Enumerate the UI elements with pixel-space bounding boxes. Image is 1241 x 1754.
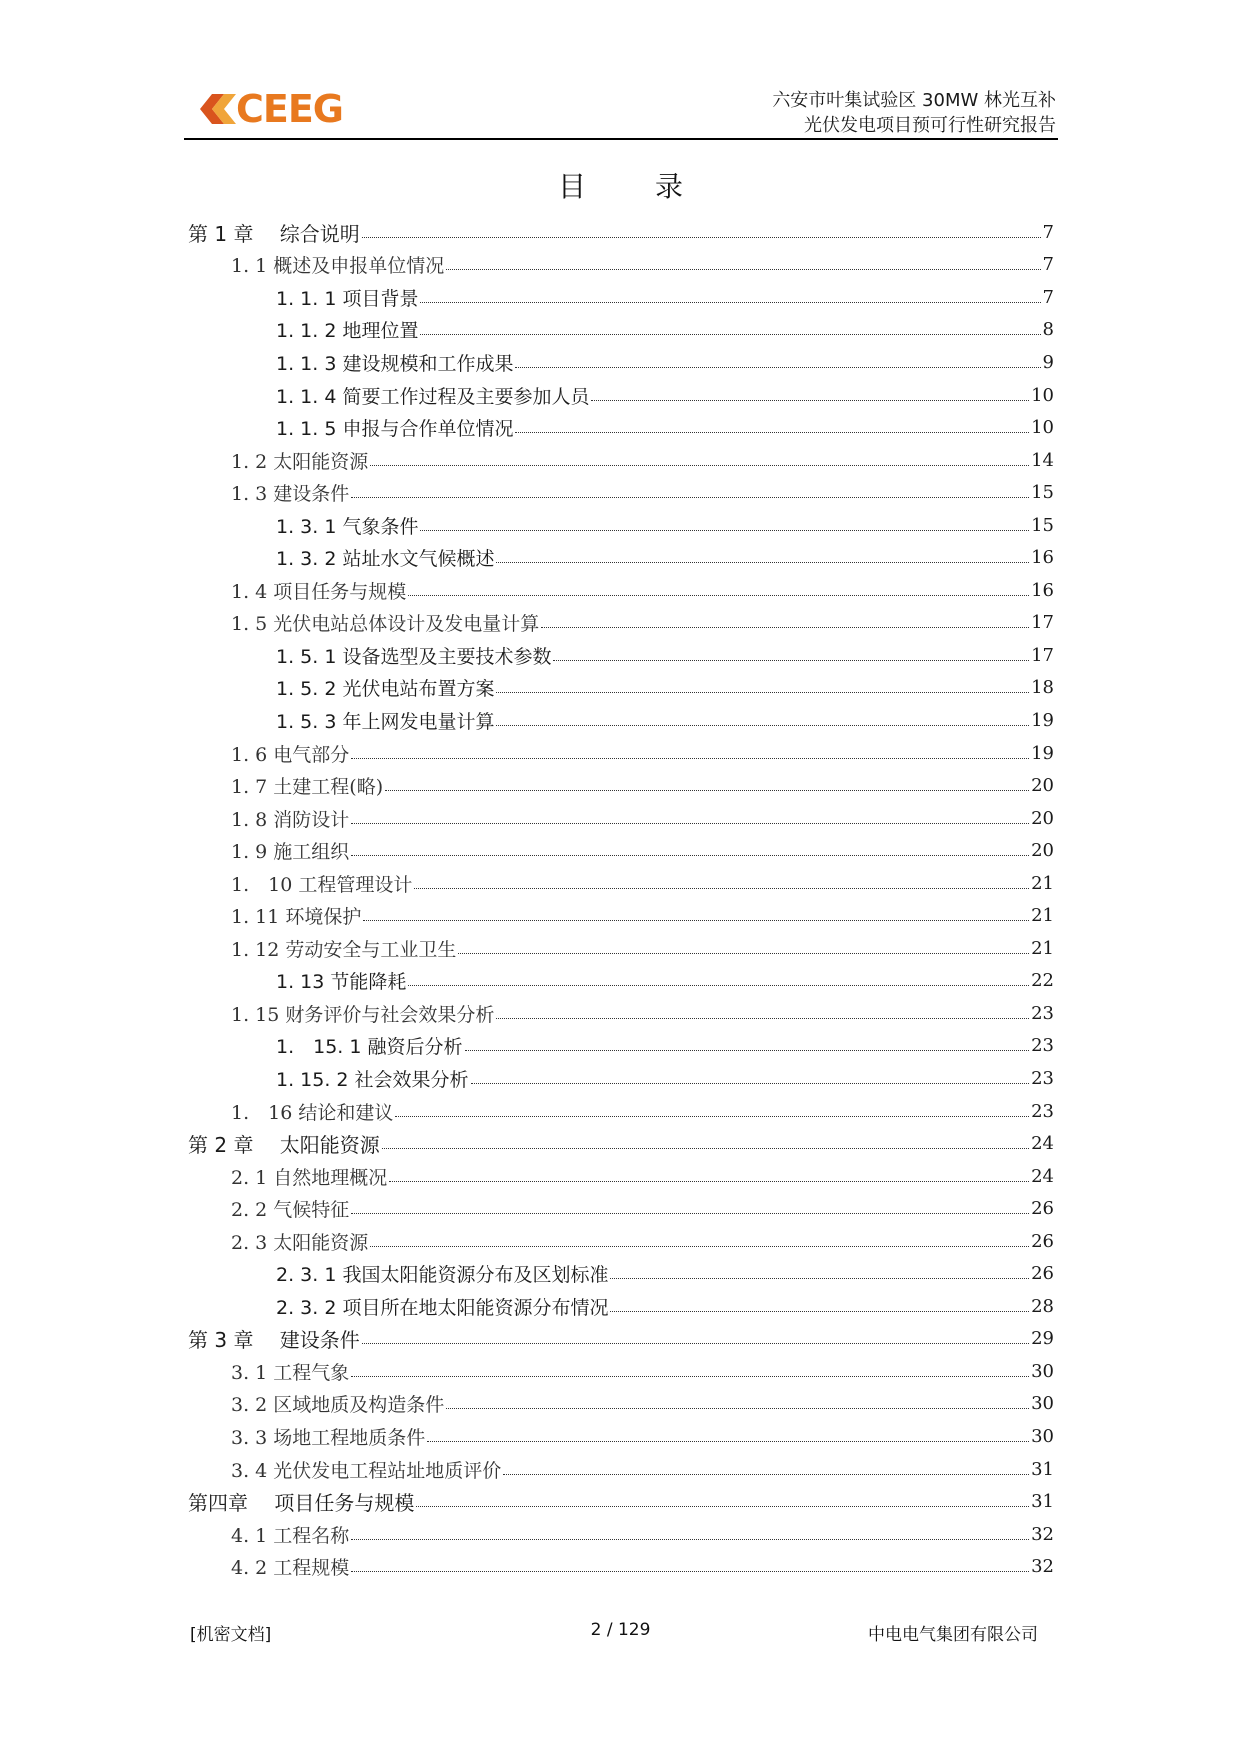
toc-entry[interactable] [188, 411, 1054, 444]
toc-entry[interactable] [188, 1388, 1054, 1421]
logo-text: CEEG [236, 87, 343, 131]
toc-entry-label: 4. 2 工程规模 [231, 1557, 350, 1580]
toc-leader-dots [515, 367, 1040, 368]
toc-leader-dots [351, 1539, 1029, 1540]
toc-leader-dots [351, 855, 1029, 856]
toc-entry-page: 7 [1042, 254, 1054, 276]
toc-entry-page: 21 [1031, 905, 1054, 927]
toc-entry-page: 23 [1031, 1035, 1054, 1057]
toc-entry-page: 32 [1031, 1556, 1054, 1578]
toc-entry-page: 24 [1031, 1133, 1054, 1155]
toc-entry[interactable] [188, 1550, 1054, 1583]
toc-leader-dots [420, 530, 1029, 531]
toc-leader-dots [541, 627, 1029, 628]
toc-entry-page: 26 [1031, 1230, 1054, 1252]
toc-entry-label: 1. 4 项目任务与规模 [231, 580, 407, 603]
toc-entry-page: 26 [1031, 1198, 1054, 1220]
toc-leader-dots [420, 302, 1040, 303]
toc-entry[interactable] [188, 1225, 1054, 1258]
toc-entry-label: 2. 3. 1 我国太阳能资源分布及区划标准 [276, 1264, 609, 1287]
toc-entry-label: 第 3 章 建设条件 [188, 1328, 360, 1353]
toc-entry[interactable] [188, 444, 1054, 477]
toc-leader-dots [385, 790, 1029, 791]
toc-entry-page: 10 [1031, 384, 1054, 406]
toc-leader-dots [351, 758, 1029, 759]
toc-leader-dots [370, 1246, 1029, 1247]
toc-entry-page: 17 [1031, 612, 1054, 634]
toc-entry[interactable] [188, 607, 1054, 640]
toc-entry-label: 1. 15 财务评价与社会效果分析 [231, 1003, 495, 1026]
toc-entry-label: 4. 1 工程名称 [231, 1524, 350, 1547]
toc-leader-dots [351, 1571, 1029, 1572]
toc-entry[interactable] [188, 639, 1054, 672]
toc-entry-page: 16 [1031, 547, 1054, 569]
report-title-line-1: 六安市叶集试验区 30MW 林光互补 [772, 90, 1056, 111]
toc-entry[interactable] [188, 476, 1054, 509]
toc-entry-label: 1. 8 消防设计 [231, 808, 350, 831]
toc-entry-label: 1. 3. 2 站址水文气候概述 [276, 548, 495, 571]
toc-entry-page: 8 [1042, 319, 1054, 341]
toc-leader-dots [591, 400, 1029, 401]
toc-leader-dots [496, 692, 1029, 693]
footer-classification: [机密文档] [190, 1625, 272, 1645]
toc-entry-page: 7 [1042, 221, 1054, 243]
toc-leader-dots [351, 1213, 1029, 1214]
toc-entry[interactable] [188, 1518, 1054, 1551]
toc-entry[interactable] [188, 346, 1054, 379]
toc-entry-label: 1. 1. 4 简要工作过程及主要参加人员 [276, 385, 590, 408]
toc-entry-label: 1. 1. 5 申报与合作单位情况 [276, 418, 514, 441]
footer-company: 中电电气集团有限公司 [868, 1625, 1038, 1645]
header-divider [184, 138, 1058, 140]
toc-entry[interactable] [188, 704, 1054, 737]
toc-leader-dots [395, 1116, 1029, 1117]
toc-entry-label: 1. 1 概述及申报单位情况 [231, 255, 445, 278]
toc-entry-page: 19 [1031, 742, 1054, 764]
toc-entry-label: 3. 4 光伏发电工程站址地质评价 [231, 1459, 502, 1482]
toc-entry-label: 1. 12 劳动安全与工业卫生 [231, 938, 457, 961]
toc-entry-page: 20 [1031, 807, 1054, 829]
toc-entry[interactable] [188, 1030, 1054, 1063]
toc-leader-dots [370, 465, 1029, 466]
toc-leader-dots [362, 1343, 1029, 1344]
toc-entry[interactable] [188, 216, 1054, 249]
toc-entry-page: 20 [1031, 840, 1054, 862]
footer-page-indicator: 2 / 129 [590, 1620, 651, 1640]
toc-leader-dots [420, 334, 1040, 335]
toc-leader-dots [351, 497, 1029, 498]
toc-entry-page: 26 [1031, 1263, 1054, 1285]
toc-entry-label: 第四章 项目任务与规模 [188, 1491, 415, 1516]
toc-entry-label: 1. 13 节能降耗 [276, 971, 407, 994]
toc-entry-label: 2. 2 气候特征 [231, 1199, 350, 1222]
toc-entry[interactable] [188, 737, 1054, 770]
toc-entry-label: 1. 15. 2 社会效果分析 [276, 1068, 469, 1091]
toc-entry[interactable] [188, 1420, 1054, 1453]
toc-entry-label: 3. 2 区域地质及构造条件 [231, 1394, 445, 1417]
toc-entry-label: 1. 3. 1 气象条件 [276, 515, 419, 538]
toc-leader-dots [389, 1181, 1029, 1182]
toc-entry-label: 1. 9 施工组织 [231, 841, 350, 864]
toc-entry-page: 10 [1031, 417, 1054, 439]
toc-entry-page: 20 [1031, 775, 1054, 797]
toc-entry-page: 28 [1031, 1295, 1054, 1317]
toc-entry-label: 1. 10 工程管理设计 [231, 873, 413, 896]
toc-entry-label: 2. 3 太阳能资源 [231, 1231, 369, 1254]
toc-entry-label: 第 2 章 太阳能资源 [188, 1133, 380, 1158]
report-title [772, 88, 1056, 138]
toc-leader-dots [363, 920, 1029, 921]
toc-leader-dots [362, 237, 1041, 238]
toc-entry-label: 1. 11 环境保护 [231, 906, 362, 929]
toc-entry-label: 1. 16 结论和建议 [231, 1101, 394, 1124]
toc-leader-dots [515, 432, 1029, 433]
toc-leader-dots [496, 1018, 1029, 1019]
toc-leader-dots [408, 595, 1029, 596]
toc-entry[interactable] [188, 802, 1054, 835]
toc-leader-dots [382, 1148, 1029, 1149]
toc-entry[interactable] [188, 769, 1054, 802]
toc-entry-label: 1. 5. 3 年上网发电量计算 [276, 710, 495, 733]
toc-entry-page: 7 [1042, 286, 1054, 308]
toc-entry[interactable] [188, 1290, 1054, 1323]
toc-entry[interactable] [188, 899, 1054, 932]
toc-leader-dots [465, 1050, 1030, 1051]
toc-entry-label: 3. 3 场地工程地质条件 [231, 1427, 426, 1449]
report-title-line-2: 光伏发电项目预可行性研究报告 [804, 115, 1056, 136]
toc-entry[interactable] [188, 1453, 1054, 1486]
toc-leader-dots [351, 823, 1029, 824]
toc-entry[interactable] [188, 867, 1054, 900]
toc-entry[interactable] [188, 834, 1054, 867]
toc-entry[interactable] [188, 379, 1054, 412]
toc-entry-label: 1. 5 光伏电站总体设计及发电量计算 [231, 613, 540, 636]
toc-leader-dots [446, 1408, 1029, 1409]
toc-entry[interactable] [188, 932, 1054, 965]
toc-entry-page: 15 [1031, 482, 1054, 504]
toc-leader-dots [503, 1474, 1029, 1475]
toc-entry-page: 21 [1031, 937, 1054, 959]
toc-entry-page: 30 [1031, 1393, 1054, 1415]
toc-entry-page: 9 [1042, 351, 1054, 373]
toc-entry-label: 1. 6 电气部分 [231, 743, 350, 766]
toc-entry-label: 1. 15. 1 融资后分析 [276, 1036, 463, 1059]
ceeg-logo [198, 86, 358, 132]
toc-entry-label: 1. 1. 3 建设规模和工作成果 [276, 352, 514, 375]
toc-leader-dots [446, 269, 1040, 270]
toc-leader-dots [553, 660, 1029, 661]
toc-entry-page: 22 [1031, 970, 1054, 992]
toc-entry-page: 31 [1031, 1491, 1054, 1513]
toc-leader-dots [427, 1441, 1029, 1442]
toc-entry-page: 21 [1031, 872, 1054, 894]
toc-entry-page: 14 [1031, 449, 1054, 471]
toc-entry-label: 1. 2 太阳能资源 [231, 450, 369, 473]
toc-entry-label: 3. 1 工程气象 [231, 1361, 350, 1384]
toc-entry[interactable] [188, 1127, 1054, 1160]
toc-entry-label: 1. 1. 1 项目背景 [276, 287, 419, 310]
toc-entry-page: 19 [1031, 709, 1054, 731]
toc-entry-page: 24 [1031, 1165, 1054, 1187]
toc-entry[interactable] [188, 997, 1054, 1030]
toc-leader-dots [458, 953, 1029, 954]
toc-entry-label: 1. 5. 2 光伏电站布置方案 [276, 678, 495, 701]
toc-entry-page: 23 [1031, 1067, 1054, 1089]
toc-entry-label: 1. 5. 1 设备选型及主要技术参数 [276, 645, 552, 668]
toc-heading: 目 录 [558, 170, 713, 203]
toc-leader-dots [496, 562, 1029, 563]
toc-entry-page: 18 [1031, 677, 1054, 699]
toc-entry-page: 29 [1031, 1328, 1054, 1350]
toc-entry[interactable] [188, 1095, 1054, 1128]
toc-entry[interactable] [188, 1323, 1054, 1356]
toc-entry-label: 1. 7 土建工程(略) [231, 776, 384, 799]
toc-leader-dots [471, 1083, 1030, 1084]
toc-entry[interactable] [188, 1192, 1054, 1225]
toc-entry[interactable] [188, 509, 1054, 542]
table-of-contents [188, 216, 1054, 1583]
toc-entry-page: 17 [1031, 644, 1054, 666]
toc-entry[interactable] [188, 249, 1054, 282]
toc-entry-page: 31 [1031, 1458, 1054, 1480]
toc-entry[interactable] [188, 281, 1054, 314]
toc-entry-page: 32 [1031, 1523, 1054, 1545]
toc-entry[interactable] [188, 1160, 1054, 1193]
toc-leader-dots [414, 888, 1029, 889]
toc-entry[interactable] [188, 541, 1054, 574]
toc-entry-page: 23 [1031, 1002, 1054, 1024]
toc-entry-page: 30 [1031, 1360, 1054, 1382]
toc-entry[interactable] [188, 574, 1054, 607]
toc-entry[interactable] [188, 1485, 1054, 1518]
toc-leader-dots [610, 1311, 1029, 1312]
toc-entry[interactable] [188, 1258, 1054, 1291]
toc-entry-label: 1. 3 建设条件 [231, 483, 350, 506]
toc-entry-page: 16 [1031, 579, 1054, 601]
toc-entry-page: 30 [1031, 1426, 1054, 1447]
toc-entry[interactable] [188, 314, 1054, 347]
toc-entry[interactable] [188, 965, 1054, 998]
toc-entry[interactable] [188, 1062, 1054, 1095]
toc-entry[interactable] [188, 672, 1054, 705]
toc-entry-label: 2. 3. 2 项目所在地太阳能资源分布情况 [276, 1296, 609, 1319]
toc-leader-dots [351, 1376, 1029, 1377]
logo-chevron-icon [198, 86, 238, 132]
toc-entry-label: 第 1 章 综合说明 [188, 221, 360, 246]
toc-entry[interactable] [188, 1355, 1054, 1388]
toc-entry-label: 1. 1. 2 地理位置 [276, 320, 419, 343]
toc-leader-dots [416, 1506, 1029, 1507]
toc-leader-dots [610, 1278, 1029, 1279]
toc-leader-dots [408, 985, 1029, 986]
toc-entry-label: 2. 1 自然地理概况 [231, 1166, 388, 1189]
toc-entry-page: 23 [1031, 1100, 1054, 1122]
toc-leader-dots [496, 725, 1029, 726]
toc-entry-page: 15 [1031, 514, 1054, 536]
